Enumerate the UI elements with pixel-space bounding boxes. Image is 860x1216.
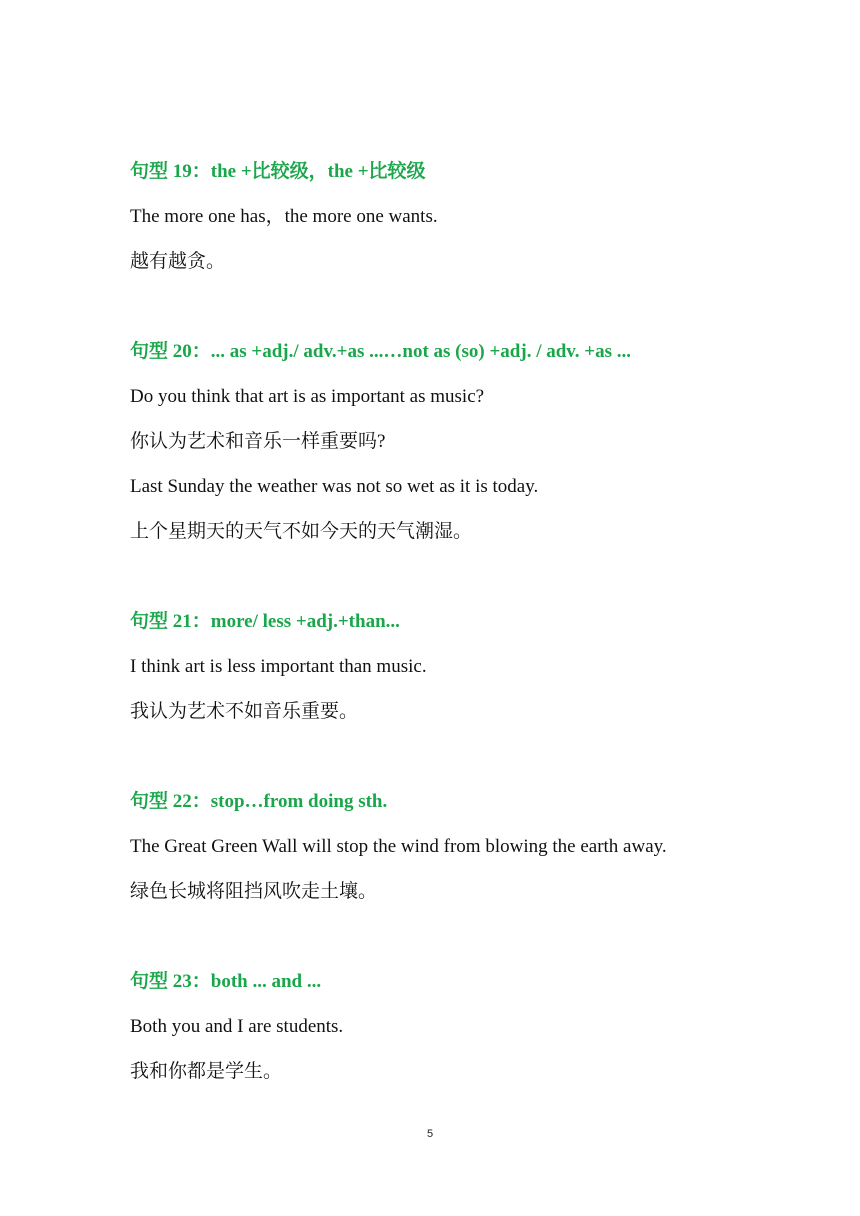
example-sentence: The Great Green Wall will stop the wind from blowing the earth away. bbox=[130, 836, 667, 857]
example-translation: 绿色长城将阻挡风吹走土壤。 bbox=[130, 881, 378, 902]
page-number: 5 bbox=[426, 1128, 434, 1140]
section-heading: 句型 23：both ... and ... bbox=[130, 971, 322, 992]
section-heading: 句型 21：more/ less +adj.+than... bbox=[130, 611, 400, 632]
example-sentence: I think art is less important than music. bbox=[130, 656, 427, 677]
section-heading: 句型 22：stop…from doing sth. bbox=[130, 791, 388, 812]
example-sentence: The more one has，the more one wants. bbox=[130, 206, 438, 227]
section-heading: 句型 19：the +比较级，the +比较级 bbox=[130, 161, 426, 182]
example-sentence: Both you and I are students. bbox=[130, 1016, 344, 1037]
section-heading: 句型 20：... as +adj./ adv.+as ...…not as (so) +adj. / adv. +as ... bbox=[130, 341, 631, 362]
example-translation: 你认为艺术和音乐一样重要吗? bbox=[130, 431, 386, 452]
example-translation: 我认为艺术不如音乐重要。 bbox=[130, 701, 359, 722]
example-translation: 我和你都是学生。 bbox=[130, 1061, 283, 1082]
example-sentence: Do you think that art is as important as music? bbox=[130, 386, 485, 407]
example-translation: 上个星期天的天气不如今天的天气潮湿。 bbox=[130, 521, 473, 542]
example-sentence: Last Sunday the weather was not so wet as it is today. bbox=[130, 476, 539, 497]
example-translation: 越有越贪。 bbox=[130, 251, 226, 272]
